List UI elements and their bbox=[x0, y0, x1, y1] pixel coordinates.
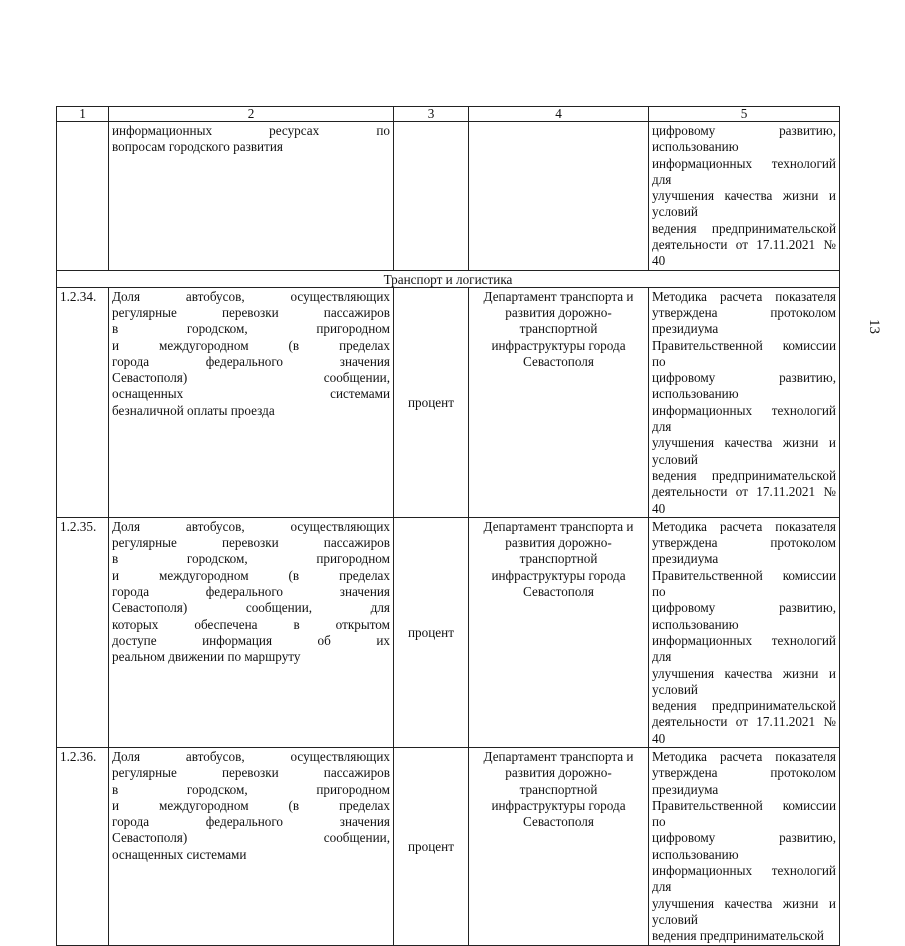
text-line: улучшения качества жизни и условий bbox=[652, 665, 836, 697]
indicator-unit: процент bbox=[394, 287, 469, 517]
text-line: Правительственной комиссии по bbox=[652, 797, 836, 830]
text-line: цифровому развитию, использованию bbox=[652, 370, 836, 402]
text-line: в городском, пригородном bbox=[112, 321, 390, 337]
text-line: информационных технологий для bbox=[652, 402, 836, 435]
text-line: Правительственной комиссии по bbox=[652, 337, 836, 369]
text-line: Севастополя bbox=[523, 584, 594, 600]
text-line: информационных технологий для bbox=[652, 863, 836, 895]
text-line: Севастополя) сообщении, для bbox=[112, 600, 390, 616]
text-line: ведения предпринимательской bbox=[652, 220, 836, 236]
text-line: Методика расчета показателя bbox=[652, 518, 836, 534]
text-line: ведения предпринимательской bbox=[652, 698, 836, 714]
indicator-number: 1.2.36. bbox=[57, 747, 109, 945]
text-line: Севастополя bbox=[523, 814, 594, 830]
text-line: цифровому развитию, использованию bbox=[652, 123, 836, 155]
text-line: и междугородном (в пределах bbox=[112, 337, 390, 353]
continuation-row bbox=[57, 122, 840, 271]
continuation-num-cell bbox=[57, 122, 109, 271]
page-number: 13 bbox=[866, 319, 882, 334]
table-row bbox=[57, 287, 840, 517]
text-line: Департамент транспорта и bbox=[483, 518, 634, 534]
header-cell-4: 4 bbox=[469, 107, 649, 122]
indicator-number: 1.2.34. bbox=[57, 287, 109, 517]
header-cell-5: 5 bbox=[649, 107, 840, 122]
text-line: Севастополя bbox=[523, 353, 594, 369]
responsible-department bbox=[469, 747, 649, 945]
indicator-description bbox=[109, 747, 394, 945]
text-line: регулярные перевозки пассажиров bbox=[112, 765, 390, 781]
text-line: Доля автобусов, осуществляющих bbox=[112, 288, 390, 304]
text-line: информационных технологий для bbox=[652, 632, 836, 665]
text-line: и междугородном (в пределах bbox=[112, 567, 390, 583]
continuation-description-cell bbox=[109, 122, 394, 271]
indicator-unit: процент bbox=[394, 517, 469, 747]
indicator-description bbox=[109, 287, 394, 517]
text-line: оснащенных системами bbox=[112, 386, 390, 402]
text-line: деятельности от 17.11.2021 № 40 bbox=[652, 237, 836, 269]
section-row bbox=[57, 270, 840, 287]
text-line: Департамент транспорта и bbox=[483, 288, 634, 304]
text-line: деятельности от 17.11.2021 № 40 bbox=[652, 714, 836, 746]
text-line: утверждена протоколом президиума bbox=[652, 765, 836, 797]
text-line: развития дорожно- bbox=[505, 304, 612, 320]
indicator-unit: процент bbox=[394, 747, 469, 945]
text-line: цифровому развитию, использованию bbox=[652, 600, 836, 632]
text-line: инфраструктуры города bbox=[491, 337, 626, 353]
methodology-reference bbox=[649, 517, 840, 747]
text-line: Правительственной комиссии по bbox=[652, 567, 836, 600]
continuation-methodology-cell bbox=[649, 122, 840, 271]
text-line: регулярные перевозки пассажиров bbox=[112, 535, 390, 551]
text-line: информационных технологий для bbox=[652, 155, 836, 187]
text-line: реальном движении по маршруту bbox=[112, 649, 301, 665]
text-line: которых обеспечена в открытом bbox=[112, 616, 390, 632]
text-line: развития дорожно- bbox=[505, 765, 612, 781]
text-line: улучшения качества жизни и условий bbox=[652, 435, 836, 467]
table-row bbox=[57, 747, 840, 945]
text-line: Доля автобусов, осуществляющих bbox=[112, 748, 390, 764]
responsible-department bbox=[469, 517, 649, 747]
text-line: транспортной bbox=[519, 321, 598, 337]
header-cell-2: 2 bbox=[109, 107, 394, 122]
table-row bbox=[57, 517, 840, 747]
continuation-unit-cell bbox=[394, 122, 469, 271]
text-line: ведения предпринимательской bbox=[652, 467, 836, 483]
text-line: города федерального значения bbox=[112, 353, 390, 369]
text-line: ведения предпринимательской bbox=[652, 928, 824, 944]
indicator-description bbox=[109, 517, 394, 747]
text-line: улучшения качества жизни и условий bbox=[652, 188, 836, 220]
text-line: оснащенных системами bbox=[112, 846, 247, 862]
text-line: и междугородном (в пределах bbox=[112, 797, 390, 813]
text-line: утверждена протоколом президиума bbox=[652, 535, 836, 567]
text-line: инфраструктуры города bbox=[491, 567, 626, 583]
text-line: цифровому развитию, использованию bbox=[652, 830, 836, 862]
text-line: Севастополя) сообщении, bbox=[112, 370, 390, 386]
header-cell-3: 3 bbox=[394, 107, 469, 122]
methodology-reference bbox=[649, 287, 840, 517]
text-line: Департамент транспорта и bbox=[483, 748, 634, 764]
text-line: утверждена протоколом президиума bbox=[652, 304, 836, 337]
indicators-table bbox=[56, 106, 840, 946]
header-row bbox=[57, 107, 840, 122]
text-line: регулярные перевозки пассажиров bbox=[112, 304, 390, 320]
section-title: Транспорт и логистика bbox=[57, 270, 840, 287]
text-line: Методика расчета показателя bbox=[652, 748, 836, 764]
text-line: развития дорожно- bbox=[505, 535, 612, 551]
continuation-responsible-cell bbox=[469, 122, 649, 271]
text-line: вопросам городского развития bbox=[112, 139, 283, 155]
text-line: безналичной оплаты проезда bbox=[112, 402, 275, 418]
text-line: Методика расчета показателя bbox=[652, 288, 836, 304]
methodology-reference bbox=[649, 747, 840, 945]
text-line: в городском, пригородном bbox=[112, 781, 390, 797]
text-line: инфраструктуры города bbox=[491, 797, 626, 813]
text-line: Севастополя) сообщении, bbox=[112, 830, 390, 846]
text-line: доступе информация об их bbox=[112, 632, 390, 648]
text-line: информационных ресурсах по bbox=[112, 123, 390, 138]
header-cell-1: 1 bbox=[57, 107, 109, 122]
text-line: транспортной bbox=[519, 781, 598, 797]
text-line: в городском, пригородном bbox=[112, 551, 390, 567]
text-line: улучшения качества жизни и условий bbox=[652, 895, 836, 927]
indicator-number: 1.2.35. bbox=[57, 517, 109, 747]
text-line: транспортной bbox=[519, 551, 598, 567]
text-line: деятельности от 17.11.2021 № 40 bbox=[652, 484, 836, 516]
responsible-department bbox=[469, 287, 649, 517]
indicator-rows bbox=[57, 287, 840, 945]
text-line: Доля автобусов, осуществляющих bbox=[112, 518, 390, 534]
text-line: города федерального значения bbox=[112, 584, 390, 600]
text-line: города федерального значения bbox=[112, 814, 390, 830]
